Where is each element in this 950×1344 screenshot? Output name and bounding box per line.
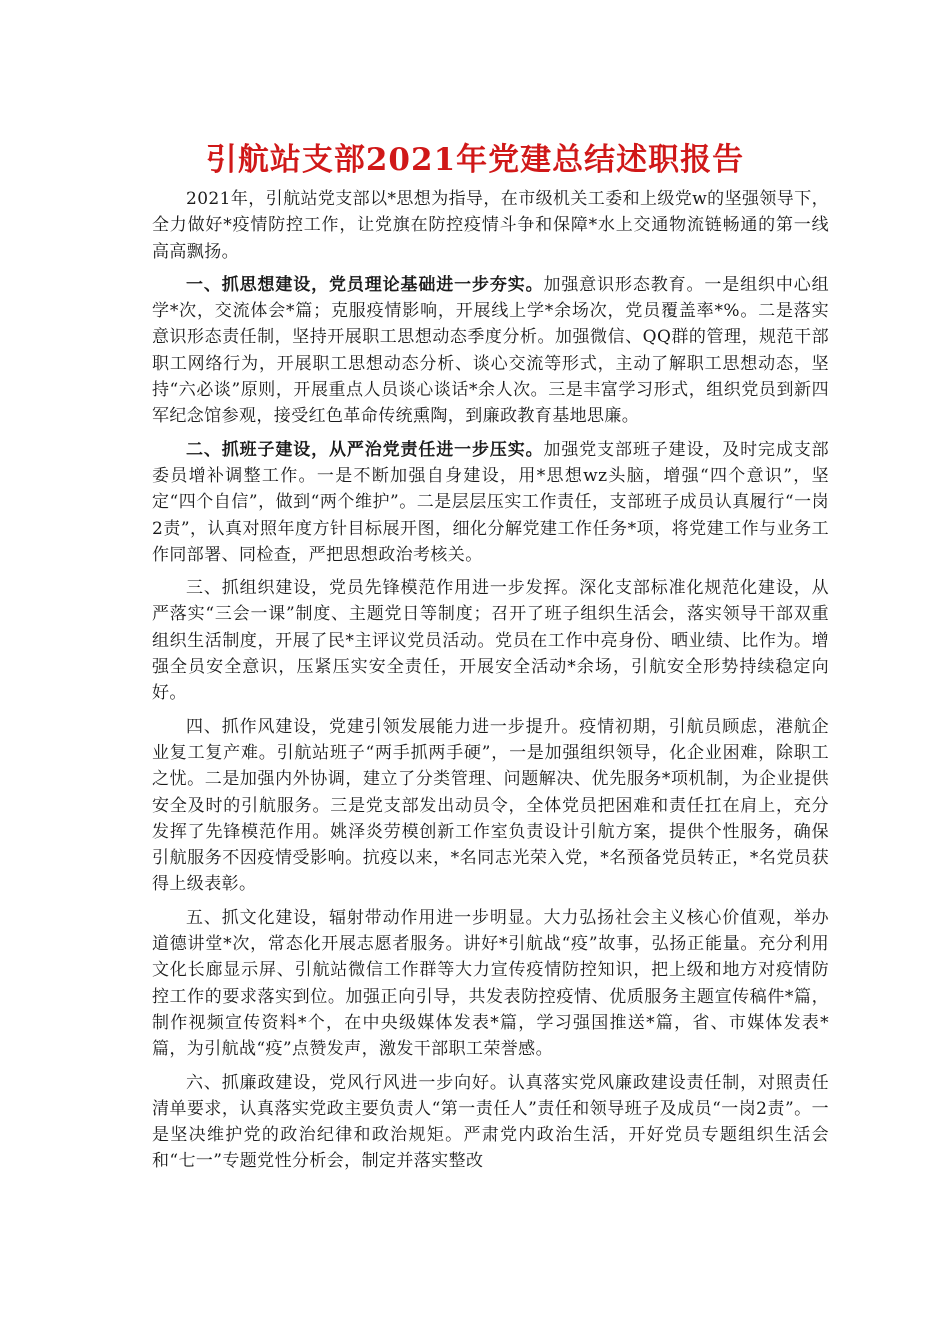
- paragraph-text: 2021年，引航站党支部以*思想为指导，在市级机关工委和上级党w的坚强领导下，全力做好*疫情防控工作，让党旗在防控疫情斗争和保障*水上交通物流链畅通的第一线高高飘扬。: [152, 189, 829, 262]
- paragraph-section-5: [152, 905, 829, 1063]
- paragraph-section-4: [152, 714, 829, 898]
- paragraph-section-2: [152, 437, 829, 568]
- paragraph-text: 四、抓作风建设，党建引领发展能力进一步提升。疫情初期，引航员顾虑，港航企业复工复产难。引航站班子“两手抓两手硬”，一是加强组织领导，化企业困难，除职工之忧。二是加强内外协调，建立了分类管理、问题解决、优先服务*项机制，为企业提供安全及时的引航服务。三是党支部发出动员令，全体党员把困难和责任扛在肩上，充分发挥了先锋模范作用。姚泽炎劳模创新工作室负责设计引航方案，提供个性服务，确保引航服务不因疫情受影响。抗疫以来，*名同志光荣入党，*名预备党员转正，*名党员获得上级表彰。: [152, 716, 829, 895]
- document-title: 引航站支部2021年党建总结述职报告: [205, 142, 745, 178]
- paragraph-lead: 二、抓班子建设，从严治党责任进一步压实。: [186, 439, 544, 460]
- paragraph-text: 三、抓组织建设，党员先锋模范作用进一步发挥。深化支部标准化规范化建设，从严落实“三会一课”制度、主题党日等制度；召开了班子组织生活会，落实领导干部双重组织生活制度，开展了民*主评议党员活动。党员在工作中亮身份、晒业绩、比作为。增强全员安全意识，压紧压实安全责任，开展安全活动*余场，引航安全形势持续稳定向好。: [152, 578, 829, 704]
- paragraph-text: 加强党支部班子建设，及时完成支部委员增补调整工作。一是不断加强自身建设，用*思想wz头脑，增强“四个意识”，坚定“四个自信”，做到“两个维护”。二是层层压实工作责任，支部班子成员认真履行“一岗2责”，认真对照年度方针目标展开图，细化分解党建工作任务*项，将党建工作与业务工作同部署、同检查，严把思想政治考核关。: [152, 439, 829, 565]
- paragraph-section-3: [152, 575, 829, 706]
- paragraph-lead: 一、抓思想建设，党员理论基础进一步夯实。: [186, 274, 544, 295]
- paragraph-text: 五、抓文化建设，辐射带动作用进一步明显。大力弘扬社会主义核心价值观，举办道德讲堂*次，常态化开展志愿者服务。讲好*引航战“疫”故事，弘扬正能量。充分利用文化长廊显示屏、引航站微信工作群等大力宣传疫情防控知识，把上级和地方对疫情防控工作的要求落实到位。加强正向引导，共发表防控疫情、优质服务主题宣传稿件*篇，制作视频宣传资料*个，在中央级媒体发表*篇，学习强国推送*篇，省、市媒体发表*篇，为引航战“疫”点赞发声，激发干部职工荣誉感。: [152, 907, 829, 1060]
- paragraph-text: 加强意识形态教育。一是组织中心组学*次，交流体会*篇；克服疫情影响，开展线上学*余场次，党员覆盖率*%。二是落实意识形态责任制，坚持开展职工思想动态季度分析。加强微信、QQ群的管理，规范干部职工网络行为，开展职工思想动态分析、谈心交流等形式，主动了解职工思想动态，坚持“六必谈”原则，开展重点人员谈心谈话*余人次。三是丰富学习形式，组织党员到新四军纪念馆参观，接受红色革命传统熏陶，到廉政教育基地思廉。: [152, 274, 829, 427]
- document-body: [152, 186, 829, 1182]
- paragraph-intro: [152, 186, 829, 265]
- paragraph-text: 六、抓廉政建设，党风行风进一步向好。认真落实党风廉政建设责任制，对照责任清单要求，认真落实党政主要负责人“第一责任人”责任和领导班子及成员“一岗2责”。一是坚决维护党的政治纪律和政治规矩。严肃党内政治生活，开好党员专题组织生活会和“七一”专题党性分析会，制定并落实整改: [152, 1072, 829, 1172]
- paragraph-section-1: [152, 272, 829, 430]
- paragraph-section-6: [152, 1070, 829, 1175]
